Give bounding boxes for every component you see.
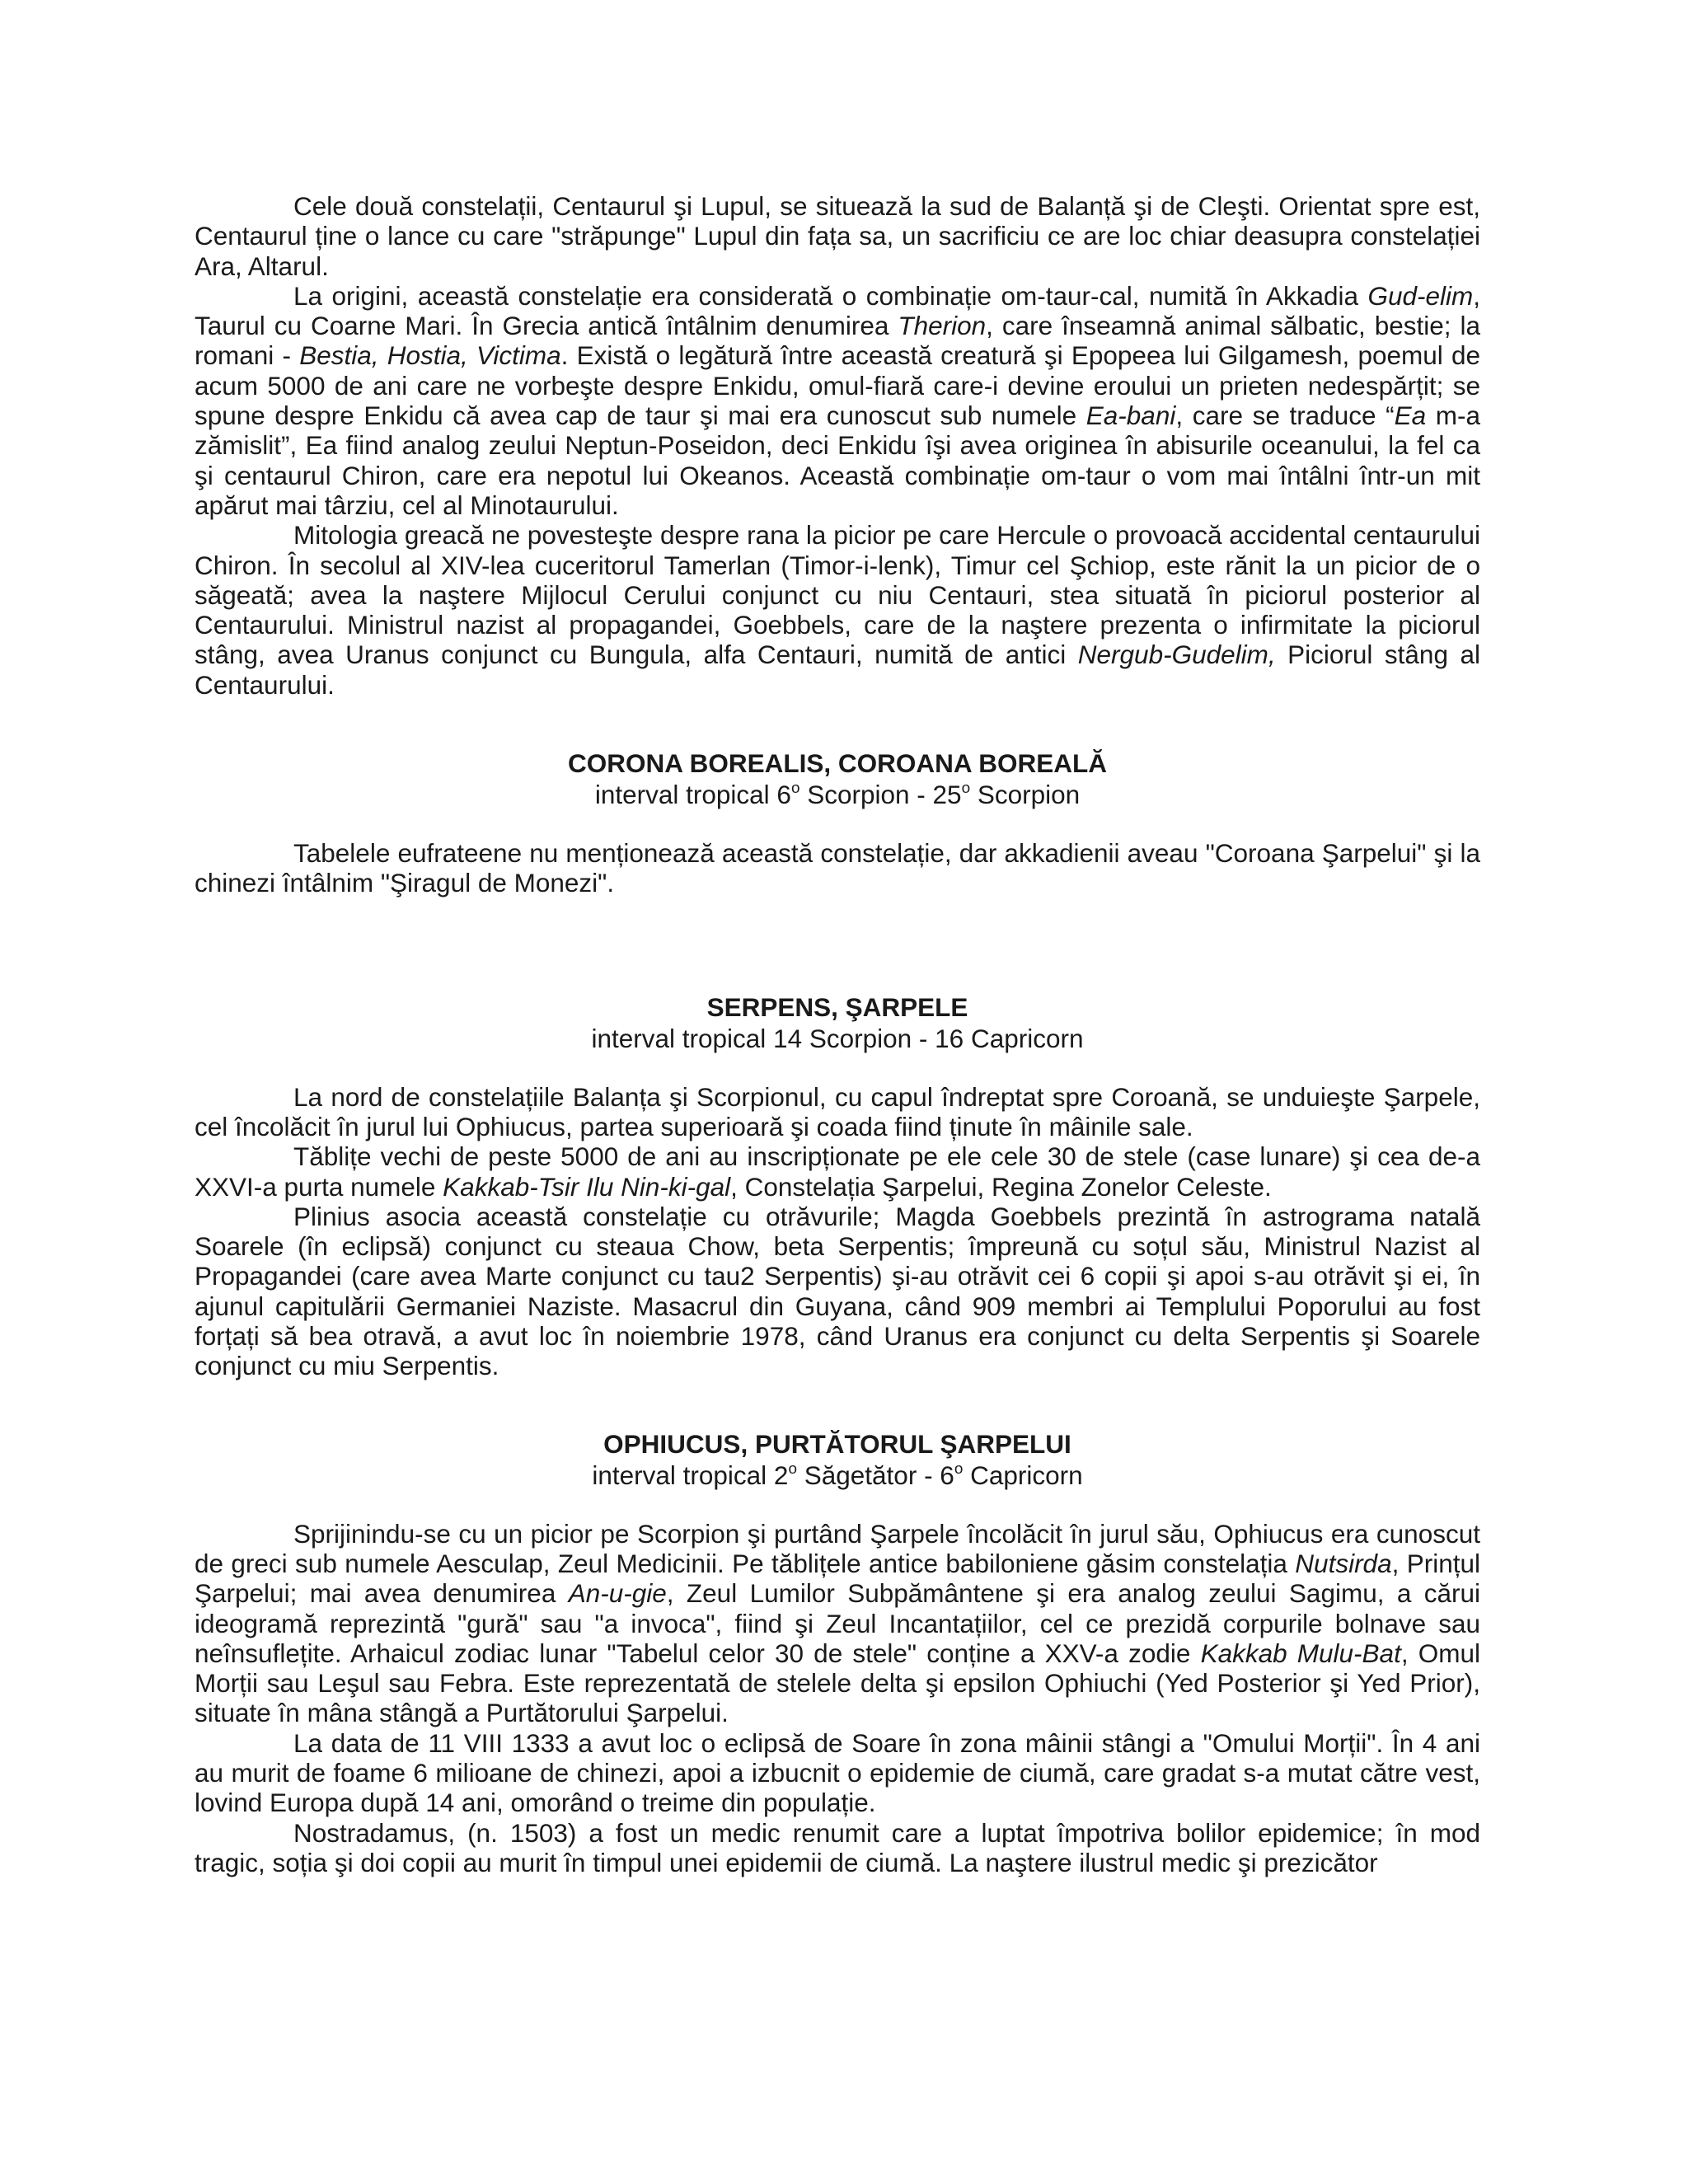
italic-term: Ea xyxy=(1394,401,1427,431)
paragraph: La origini, această constelație era considerată o combinație om-taur-cal, numită în Akkadia Gud-elim, Taurul cu Coarne Mari. În Grecia antică întâlnim denumirea Therion, care înseamnă animal sălbatic, bestie; la romani - Bestia, Hostia, Victima. Există o legătură între această creatură şi Epopeea lui Gilgamesh, poemul de acum 5000 de ani care ne vorbeşte despre Enkidu, omul-fiară care-i devine eroului un prieten nedespărțit; se spune despre Enkidu că avea cap de taur şi mai era cunoscut sub numele Ea-bani, care se traduce “Ea m-a zămislit”, Ea fiind analog zeului Neptun-Poseidon, deci Enkidu îşi avea originea în abisurile oceanului, la fel ca şi centaurul Chiron, care era nepotul lui Okeanos. Această combinație om-taur o vom mai întâlni într-un mit apărut mai târziu, cel al Minotaurului. xyxy=(195,280,1480,520)
section-subtitle-ophiucus: interval tropical 2$^o$ Săgetător - 6$^o$ Capricorn xyxy=(592,1460,1083,1490)
document-page xyxy=(195,191,1480,1877)
section-title-ophiucus: OPHIUCUS, PURTĂTORUL ŞARPELUI xyxy=(603,1428,1071,1459)
paragraph: Nostradamus, (n. 1503) a fost un medic renumit care a luptat împotriva bolilor epidemice; în mod tragic, soția şi doi copii au murit în timpul unei epidemii de ciumă. La naştere ilustrul medic şi prezicător xyxy=(195,1817,1480,1877)
italic-term: Kakkab Mulu-Bat xyxy=(1200,1638,1401,1668)
paragraph: Tabelele eufrateene nu menționează această constelație, dar akkadienii aveau "Coroana Şarpelui" şi la chinezi întâlnim "Şiragul de Monezi". xyxy=(195,838,1480,898)
italic-term: Therion xyxy=(898,311,987,341)
italic-term: Nergub-Gudelim, xyxy=(1077,640,1276,670)
paragraph: La nord de constelațiile Balanța şi Scorpionul, cu capul îndreptat spre Coroană, se unduieşte Şarpele, cel încolăcit în jurul lui Ophiucus, partea superioară şi coada fiind ținute în mâinile sale. xyxy=(195,1081,1480,1141)
italic-term: Ea-bani xyxy=(1085,401,1176,431)
paragraph: Mitologia greacă ne povesteşte despre rana la picior pe care Hercule o provoacă accidental centaurului Chiron. În secolul al XIV-lea cuceritorul Tamerlan (Timor-i-lenk), Timur cel Şchiop, este rănit la un picior de o săgeată; avea la naştere Mijlocul Cerului conjunct cu niu Centauri, stea situată în piciorul posterior al Centaurului. Ministrul nazist al propagandei, Goebbels, care de la naştere prezenta o infirmitate la piciorul stâng, avea Uranus conjunct cu Bungula, alfa Centauri, numită de antici Nergub-Gudelim, Piciorul stâng al Centaurului. xyxy=(195,520,1480,700)
section-subtitle-corona-borealis: interval tropical 6$^o$ Scorpion - 25$^o$ Scorpion xyxy=(594,779,1081,810)
italic-term: Nutsirda xyxy=(1295,1548,1392,1578)
section-title-serpens: SERPENS, ŞARPELE xyxy=(706,991,968,1022)
paragraph: Tăblițe vechi de peste 5000 de ani au inscripționate pe ele cele 30 de stele (case lunare) şi cea de-a XXVI-a purta numele Kakkab-Tsir Ilu Nin-ki-gal, Constelația Şarpelui, Regina Zonelor Celeste. xyxy=(195,1141,1480,1202)
section-title-corona-borealis: CORONA BOREALIS, COROANA BOREALĂ xyxy=(568,748,1107,779)
paragraph: Plinius asocia această constelație cu otrăvurile; Magda Goebbels prezintă în astrograma natală Soarele (în eclipsă) conjunct cu steaua Chow, beta Serpentis; împreună cu soțul său, Ministrul Nazist al Propagandei (care avea Marte conjunct cu tau2 Serpentis) şi-au otrăvit cei 6 copii şi apoi s-au otrăvit şi ei, în ajunul capitulării Germaniei Naziste. Masacrul din Guyana, când 909 membri ai Templului Poporului au fost forțați să bea otravă, a avut loc în noiembrie 1978, când Uranus era conjunct cu delta Serpentis şi Soarele conjunct cu miu Serpentis. xyxy=(195,1201,1480,1381)
italic-term: Kakkab-Tsir Ilu Nin-ki-gal xyxy=(443,1171,731,1202)
section-subtitle-serpens: interval tropical 14 Scorpion - 16 Capricorn xyxy=(591,1023,1084,1053)
paragraph: Sprijinindu-se cu un picior pe Scorpion şi purtând Şarpele încolăcit în jurul său, Ophiucus era cunoscut de greci sub numele Aesculap, Zeul Medicinii. Pe tăblițele antice babiloniene găsim constelația Nutsirda, Prințul Şarpelui; mai avea denumirea An-u-gie, Zeul Lumilor Subpământene şi era analog zeului Sagimu, a cărui ideogramă reprezintă "gură" sau "a invoca", fiind şi Zeul Incantațiilor, cel ce prezidă corpurile bolnave sau neînsuflețite. Arhaicul zodiac lunar "Tabelul celor 30 de stele" conține a XXV-a zodie Kakkab Mulu-Bat, Omul Morții sau Leşul sau Febra. Este reprezentată de stelele delta şi epsilon Ophiuchi (Yed Posterior şi Yed Prior), situate în mâna stângă a Purtătorului Şarpelui. xyxy=(195,1518,1481,1728)
italic-term: Gud-elim xyxy=(1367,280,1474,311)
paragraph: Cele două constelații, Centaurul şi Lupul, se situează la sud de Balanță şi de Cleşti. Orientat spre est, Centaurul ține o lance cu care "străpunge" Lupul din fața sa, un sacrificiu ce are loc chiar deasupra constelației Ara, Altarul. xyxy=(195,191,1480,281)
paragraph: La data de 11 VIII 1333 a avut loc o eclipsă de Soare în zona mâinii stângi a "Omului Morții". În 4 ani au murit de foame 6 milioane de chinezi, apoi a izbucnit o epidemie de ciumă, care gradat s-a mutat către vest, lovind Europa după 14 ani, omorând o treime din populație. xyxy=(195,1727,1480,1818)
italic-term: Bestia, Hostia, Victima xyxy=(299,340,561,371)
italic-term: An-u-gie xyxy=(568,1578,667,1609)
